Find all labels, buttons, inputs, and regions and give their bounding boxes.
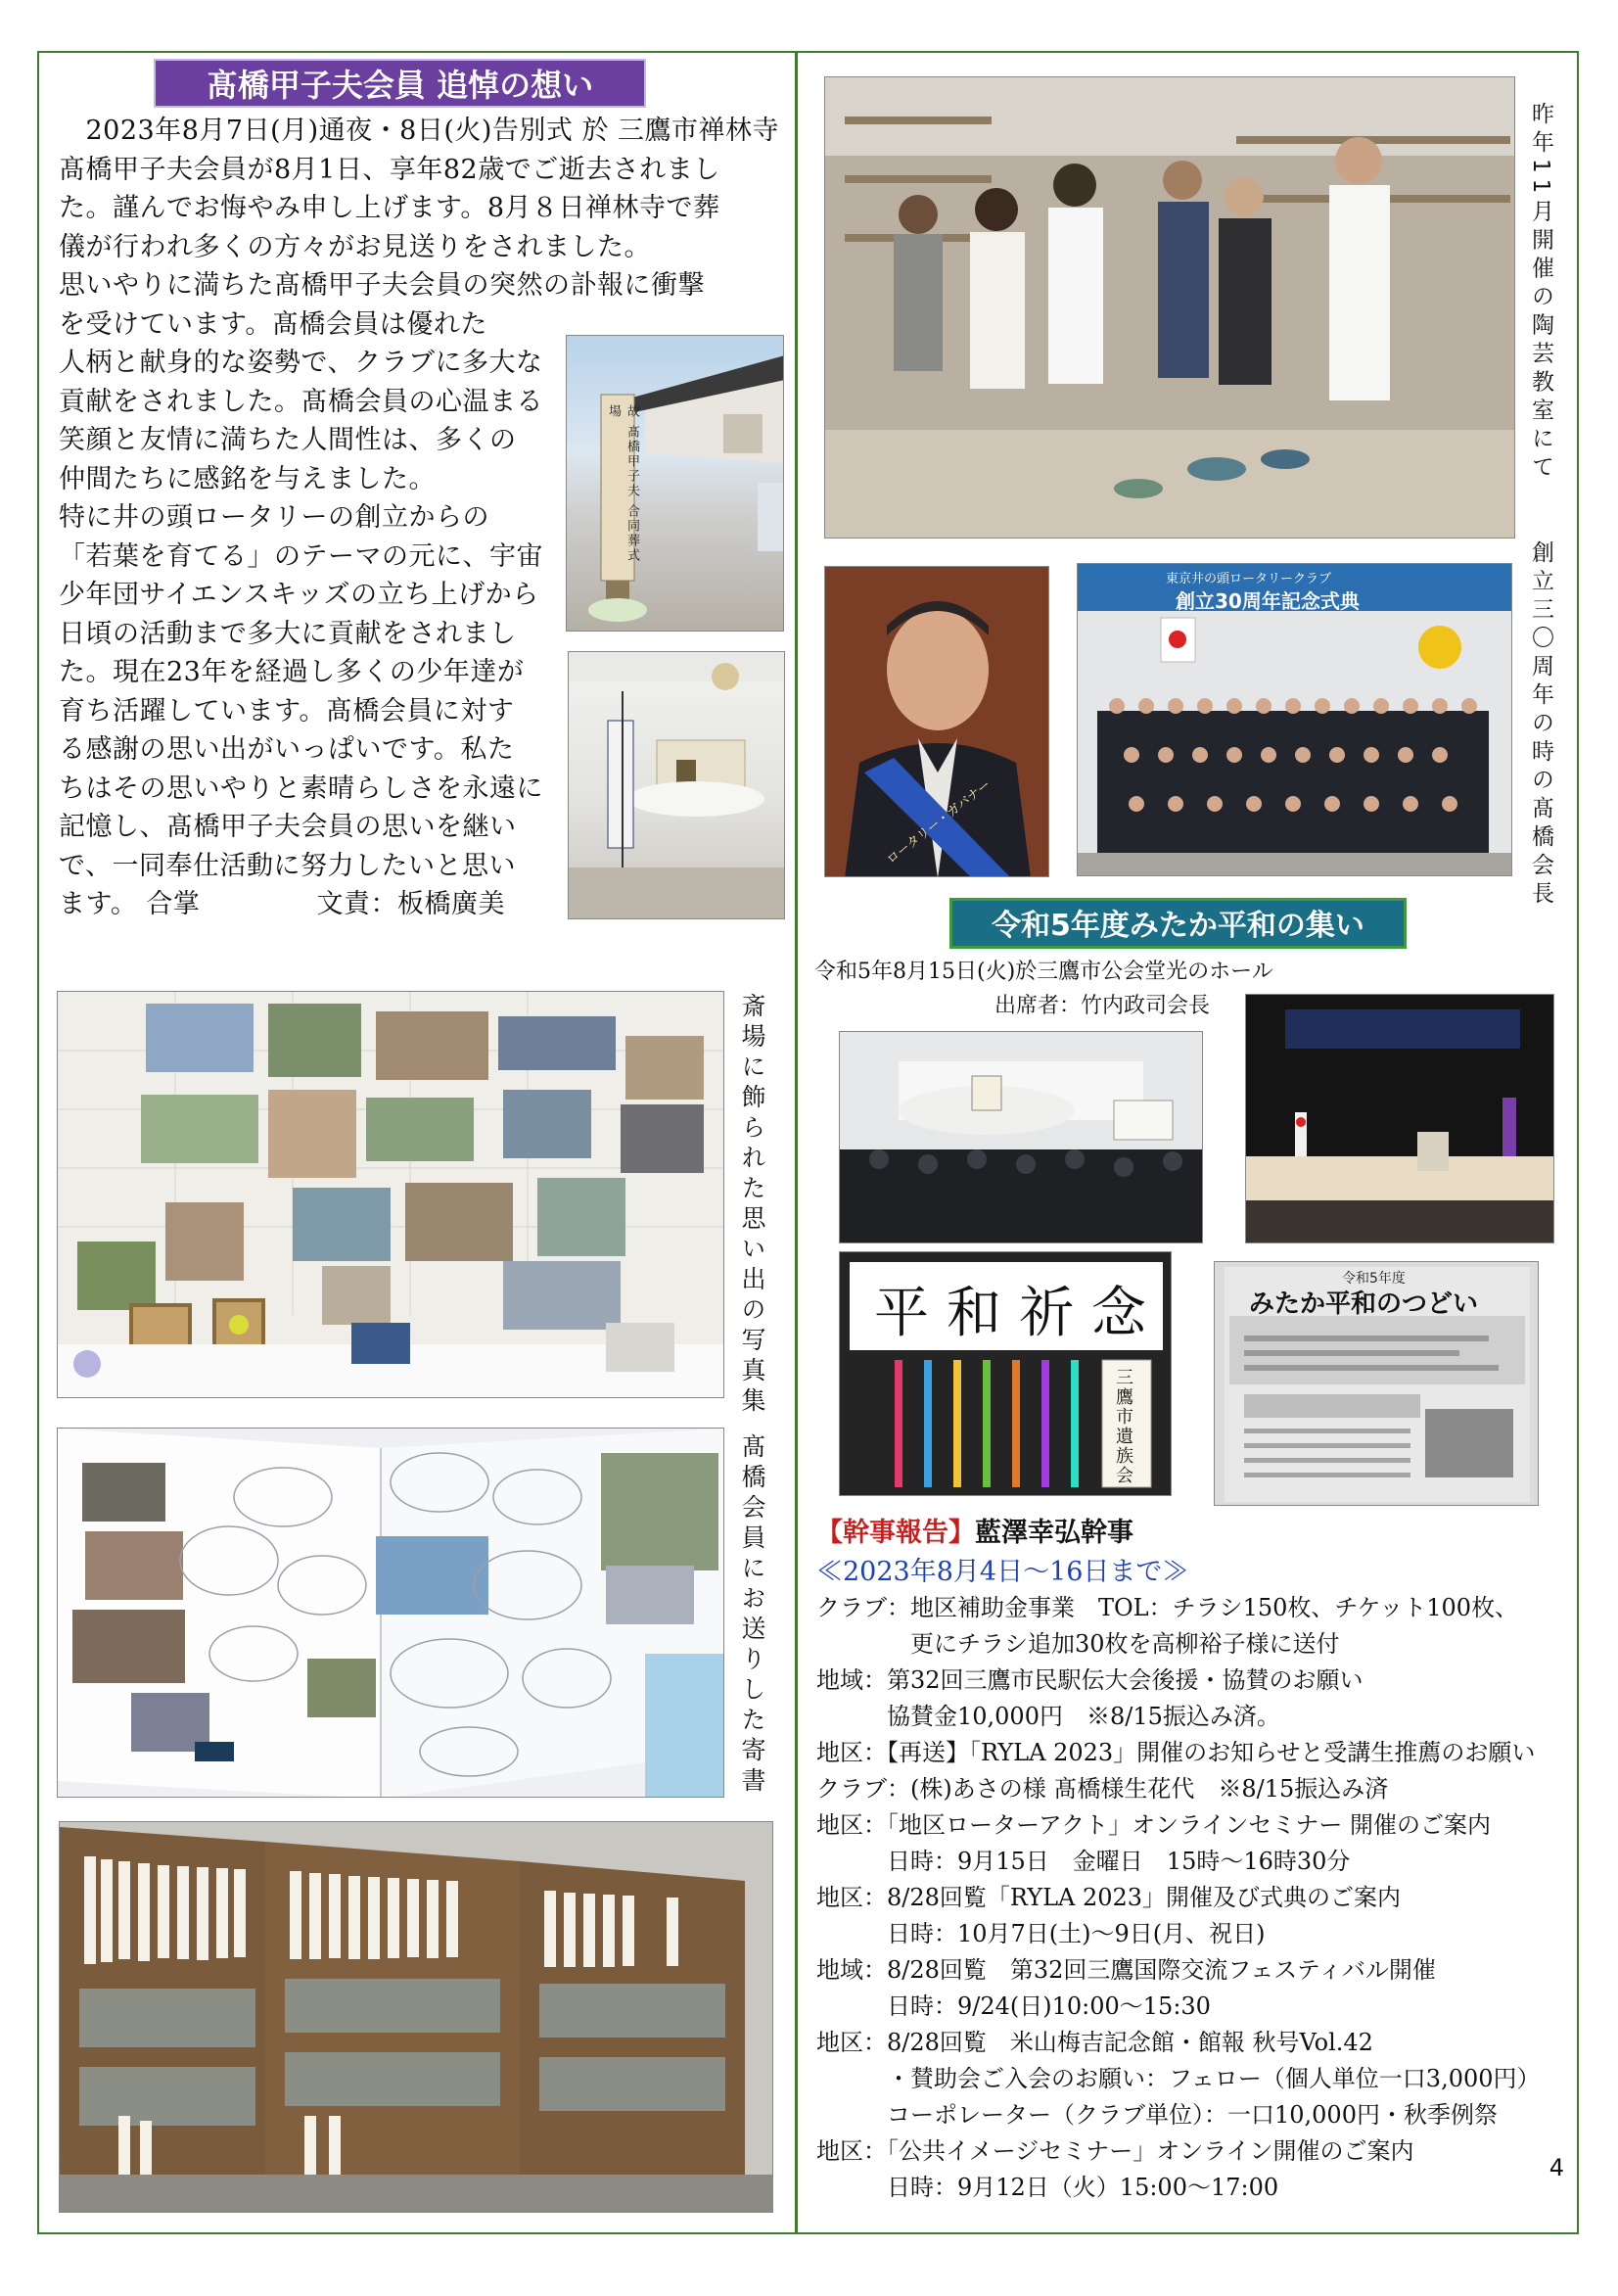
- peace-date-line: 令和5年8月15日(火)於三鷹市公会堂光のホール: [814, 960, 1273, 984]
- report-line: 地域：8/28回覧 第32回三鷹国際交流フェスティバル開催: [816, 1956, 1436, 1984]
- photo-collage-image: [58, 992, 724, 1398]
- secretary-name: 藍澤幸弘幹事: [975, 1518, 1133, 1548]
- report-period: ≪2023年8月4日～16日まで≫: [816, 1557, 1189, 1587]
- pottery-group-image: [825, 77, 1515, 539]
- report-line: クラブ：(株)あさの様 髙橋様生花代 ※8/15振込み済: [816, 1775, 1389, 1803]
- report-line: 協賛金10,000円 ※8/15振込み済。: [816, 1703, 1280, 1730]
- anniversary-club-name: 東京井の頭ロータリークラブ: [1166, 572, 1332, 586]
- pottery-class-photo: [824, 76, 1515, 539]
- ceremony-hall-image: [840, 1032, 1203, 1243]
- report-line: ・賛助会ご入会のお願い：フェロー（個人単位一口3,000円）: [816, 2065, 1541, 2092]
- governor-sash-text: ロータリー・ガバナー: [884, 777, 994, 868]
- peace-ceremony-hall-photo: [839, 1031, 1203, 1243]
- peace-stage-photo: [1245, 994, 1554, 1243]
- report-line: 日時：9/24(日)10:00～15:30: [816, 1992, 1211, 2020]
- temple-funeral-sign-photo: [566, 335, 784, 632]
- memory-photo-collage: [57, 991, 724, 1398]
- peace-prayer-sign: 平和祈念: [874, 1282, 1164, 1345]
- report-line: 日時：9月12日（火）15:00～17:00: [816, 2174, 1279, 2201]
- flyer-title: みたか平和のつどい: [1249, 1289, 1479, 1319]
- peace-gathering-title: 令和5年度みたか平和の集い: [949, 898, 1407, 949]
- report-line: 地区：8/28回覧 米山梅吉記念館・館報 秋号Vol.42: [816, 2029, 1373, 2056]
- anniversary-caption: 創立三〇周年の時の髙橋会長: [1528, 540, 1553, 910]
- report-line: コーポレーター（クラブ単位）：一口10,000円・秋季例祭: [816, 2101, 1498, 2129]
- memorial-text-block: 2023年8月7日(月)通夜・8日(火)告別式 於 三鷹市禅林寺 髙橋甲子夫会員が8月1日、享年82歳でご逝去されまし た。謹んでお悔やみ申し上げます。8月８日禅林寺で葬 儀が行われ多くの方々がお見送りをされました。 思いやりに満ちた髙橋甲子夫会員の突然の訃報に衝撃 を受けています。髙橋会員は優れた 人柄と献身的な姿勢で、クラブに多大な 貢献をされました。髙橋会員の心温まる 笑顔と友情に満ちた人間性は、多くの 仲間たちに感銘を与えました。 特に井の頭ロータリーの創立からの 「若葉を育てる」のテーマの元に、宇宙 少年団サイエンスキッズの立ち上げから 日頃の活動まで多大に貢献をされまし た。現在23年を経過し多くの少年達が 育ち活躍しています。髙橋会員に対す る感謝の思い出がいっぱいです。私た ちはその思いやりと素晴らしさを永遠に 記憶し、髙橋甲子夫会員の思いを継い で、一同奉仕活動に努力したいと思い ます。 合掌 文責：板橋廣美: [59, 116, 780, 919]
- page-number: 4: [1549, 2154, 1564, 2181]
- pottery-caption: 昨年11月開催の陶芸教室にて: [1528, 102, 1553, 484]
- report-line: 更にチラシ追加30枚を高柳裕子様に送付: [816, 1630, 1340, 1658]
- peace-event-flyer-photo: [1214, 1261, 1539, 1506]
- report-line: 地区：【再送】「RYLA 2023」開催のお知らせと受講生推薦のお願い: [816, 1739, 1536, 1766]
- memorial-title: 髙橋甲子夫会員 追悼の想い: [154, 59, 646, 108]
- funeral-sign-text: 故 髙橋甲子夫 合同葬式場: [606, 404, 639, 564]
- column-divider: [795, 51, 798, 2234]
- chairman-portrait-photo: [824, 566, 1049, 877]
- report-line: 地域：第32回三鷹市民駅伝大会後援・協賛のお願い: [816, 1666, 1364, 1694]
- bereaved-association-tag: 三鷹市遺族会: [1113, 1368, 1133, 1485]
- secretary-report-label: 【幹事報告】: [816, 1518, 975, 1548]
- peace-prayer-cranes-photo: [839, 1251, 1172, 1496]
- message-board-image: [58, 1429, 724, 1798]
- flyer-year-label: 令和5年度: [1342, 1271, 1406, 1287]
- report-line: 地区：「地区ローターアクト」オンラインセミナー 開催のご案内: [816, 1811, 1491, 1839]
- altar-scene-image: [569, 652, 785, 919]
- anniversary-banner-text: 創立30周年記念式典: [1176, 589, 1360, 613]
- condolence-message-board-photo: [57, 1428, 724, 1798]
- memory-photo-caption: 斎場に飾られた思い出の写真集: [738, 993, 766, 1418]
- report-line: 日時：9月15日 金曜日 15時～16時30分: [816, 1848, 1351, 1875]
- report-line: 地区：「公共イメージセミナー」オンライン開催のご案内: [816, 2137, 1414, 2165]
- anniversary-group-photo: [1077, 563, 1512, 876]
- temple-scene-image: [567, 336, 784, 632]
- message-board-caption: 髙橋会員にお送りした寄書: [738, 1433, 766, 1798]
- secretary-report-list: [816, 1590, 1541, 2206]
- stage-image: [1246, 995, 1554, 1243]
- plaque-board-image: [60, 1822, 773, 2213]
- funeral-altar-photo: [568, 651, 785, 919]
- report-line: クラブ：地区補助金事業 TOL：チラシ150枚、チケット100枚、: [816, 1594, 1519, 1621]
- report-line: 日時：10月7日(土)～9日(月、祝日): [816, 1920, 1266, 1947]
- donor-plaque-board-photo: [59, 1821, 773, 2213]
- report-line: 地区：8/28回覧「RYLA 2023」開催及び式典のご案内: [816, 1884, 1402, 1911]
- peace-attendee-line: 出席者：竹内政司会長: [994, 994, 1211, 1018]
- secretary-report-heading: [816, 1511, 1133, 1549]
